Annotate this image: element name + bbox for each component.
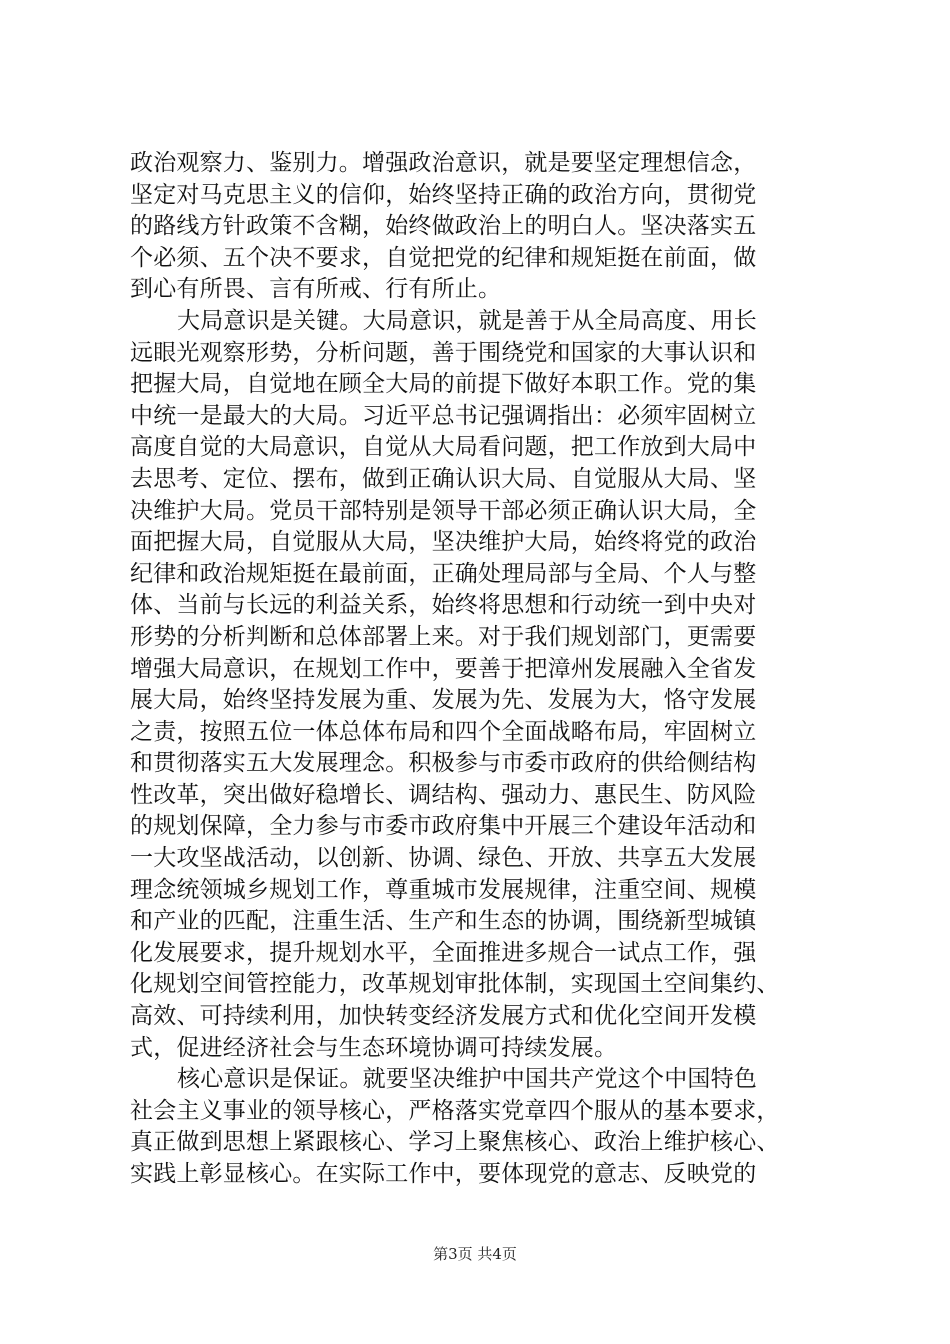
text-line: 体、当前与长远的利益关系，始终将思想和行动统一到中央对 (130, 592, 757, 619)
text-line: 展大局，始终坚持发展为重、发展为先、发展为大，恪守发展 (130, 687, 757, 714)
text-line: 远眼光观察形势，分析问题，善于围绕党和国家的大事认识和 (130, 339, 757, 366)
text-line: 个必须、五个决不要求，自觉把党的纪律和规矩挺在前面，做 (130, 244, 757, 271)
text-line: 坚定对马克思主义的信仰，始终坚持正确的政治方向，贯彻党 (130, 181, 757, 208)
text-line: 政治观察力、鉴别力。增强政治意识，就是要坚定理想信念， (130, 150, 757, 176)
text-line: 式，促进经济社会与生态环境协调可持续发展。 (130, 1034, 618, 1061)
text-line: 形势的分析判断和总体部署上来。对于我们规划部门，更需要 (130, 623, 757, 650)
text-line: 决维护大局。党员干部特别是领导干部必须正确认识大局，全 (130, 497, 757, 524)
text-line: 真正做到思想上紧跟核心、学习上聚焦核心、政治上维护核心、 (130, 1129, 780, 1156)
text-line: 的规划保障，全力参与市委市政府集中开展三个建设年活动和 (130, 813, 757, 840)
page-footer: 第3页 共4页 (433, 1245, 517, 1263)
text-line: 到心有所畏、言有所戒、行有所止。 (130, 276, 502, 303)
text-line: 和贯彻落实五大发展理念。积极参与市委市政府的供给侧结构 (130, 750, 757, 777)
text-line: 化发展要求，提升规划水平，全面推进多规合一试点工作，强 (130, 939, 757, 966)
text-line: 高效、可持续利用，加快转变经济发展方式和优化空间开发模 (130, 1003, 757, 1030)
text-line: 实践上彰显核心。在实际工作中，要体现党的意志、反映党的 (130, 1161, 757, 1187)
text-line: 面把握大局，自觉服从大局，坚决维护大局，始终将党的政治 (130, 529, 757, 556)
text-line: 纪律和政治规矩挺在最前面，正确处理局部与全局、个人与整 (130, 560, 757, 587)
document-body (130, 148, 830, 1191)
text-line: 高度自觉的大局意识，自觉从大局看问题，把工作放到大局中 (130, 434, 757, 461)
text-line: 去思考、定位、摆布，做到正确认识大局、自觉服从大局、坚 (130, 465, 757, 492)
text-line: 之责，按照五位一体总体布局和四个全面战略布局，牢固树立 (130, 718, 757, 745)
paragraph-first-line: 大局意识是关键。大局意识，就是善于从全局高度、用长 (177, 307, 757, 334)
text-line: 的路线方针政策不含糊，始终做政治上的明白人。坚决落实五 (130, 213, 757, 240)
text-line: 理念统领城乡规划工作，尊重城市发展规律，注重空间、规模 (130, 876, 757, 903)
text-line: 中统一是最大的大局。习近平总书记强调指出：必须牢固树立 (130, 402, 757, 429)
paragraph-first-line: 核心意识是保证。就要坚决维护中国共产党这个中国特色 (177, 1066, 757, 1093)
text-line: 一大攻坚战活动，以创新、协调、绿色、开放、共享五大发展 (130, 845, 757, 872)
text-line: 增强大局意识，在规划工作中，要善于把漳州发展融入全省发 (130, 655, 757, 682)
text-line: 把握大局，自觉地在顾全大局的前提下做好本职工作。党的集 (130, 371, 757, 398)
text-line: 性改革，突出做好稳增长、调结构、强动力、惠民生、防风险 (130, 781, 757, 808)
text-line: 和产业的匹配，注重生活、生产和生态的协调，围绕新型城镇 (130, 908, 757, 935)
text-line: 化规划空间管控能力，改革规划审批体制，实现国土空间集约、 (130, 971, 780, 998)
text-line: 社会主义事业的领导核心，严格落实党章四个服从的基本要求， (130, 1097, 780, 1124)
